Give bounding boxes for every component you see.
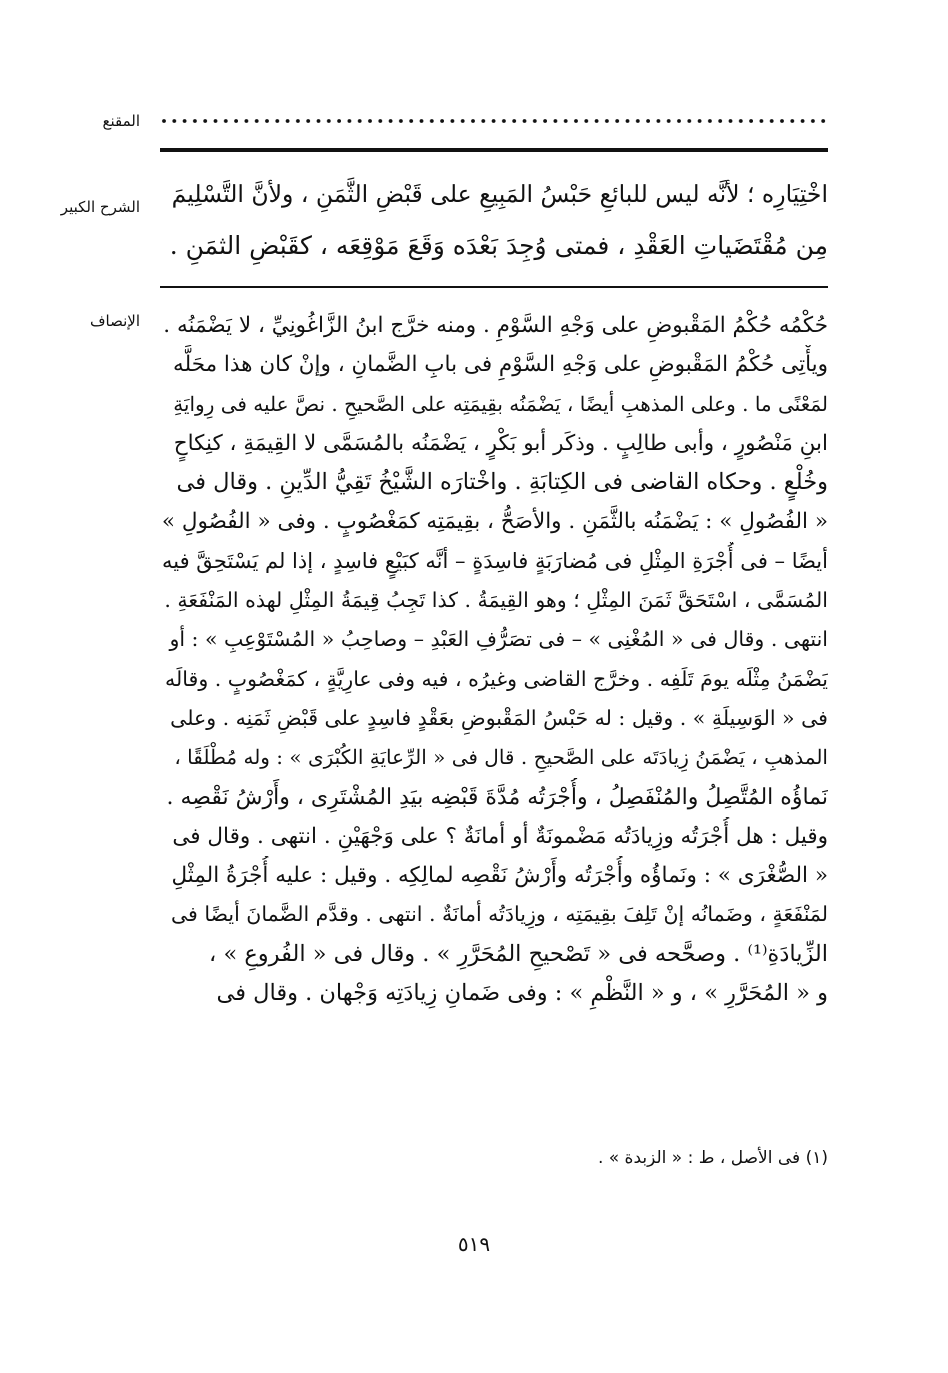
insaf-line: لمَنْفَعَةٍ ، وضَمانُه إنْ تَلِفَ بقِيمَتِه ، وزِيادَتُه أمانَةٌ . انتهى . وقدَّم الضَّمانَ أيضًا فى [170,902,828,927]
running-header-label: المقنع [102,112,140,130]
insaf-line: المُسَمَّى ، اسْتَحَقَّ ثَمَنَ المِثْلِ ؛ وهو القِيمَةُ . كذا تَجِبُ قِيمَةُ المِثْلِ لهذه المَنْفَعَةِ . [164,588,828,613]
insaf-line: حُكْمُه حُكْمُ المَقْبوضِ على وَجْهِ السَّوْمِ . ومنه خرَّج ابنُ الزَّاغُونِيِّ ، لا يَضْمَنُه . [163,313,828,338]
sharh-section-label: الشرح الكبير [60,198,140,216]
insaf-line: المذهبِ ، يَضْمَنُ زِيادَتَه على الصَّحيحِ . قال فى « الرِّعايَةِ الكُبْرَى » : وله مُطْلَقًا ، [174,745,828,770]
section-divider [160,286,828,288]
dotted-separator [160,116,828,126]
footnote: (١) فى الأصل ، ط : « الزبدة » . [597,1148,828,1168]
insaf-line: و « المُحَرَّرِ » ، و « النَّظْمِ » : وفى ضَمانِ زِيادَتِه وَجْهان . وقال فى [216,980,828,1007]
insaf-line: لمَعْنًى ما . وعلى المذهبِ أيضًا ، يَضْمَنُه بقِيمَتِه على الصَّحيحِ . نصَّ عليه فى رِوايَةِ [173,391,828,416]
insaf-section-label: الإنصاف [89,312,140,330]
page-number: ٥١٩ [457,1232,491,1256]
insaf-line: يَضْمَنُ مِثْلَه يومَ تَلَفِه . وخرَّج القاضى وغيرُه ، فيه وفى عارِيَّةٍ ، كمَغْصُوبٍ . وقالَه [165,666,828,691]
insaf-line: وخُلْعٍ . وحكاه القاضى فى الكِتابَةِ . واخْتارَه الشَّيْخُ تَقِيُّ الدِّينِ . وقال فى [176,469,828,496]
insaf-line: نَماؤُه المُتَّصِلُ والمُنْفَصِلُ ، وأُجْرَتُه مُدَّةَ قَبْضِه بيَدِ المُشْتَرِى ، وأَرْشُ نَقْصِه . [166,784,828,810]
insaf-line: انتهى . وقال فى « المُغْنِى » – فى تصَرُّفِ العَبْدِ – وصاحِبُ « المُسْتَوْعِبِ » : أو [169,627,828,652]
insaf-line: « الفُصُولِ » : يَضْمَنُه بالثَّمَنِ . والأصَحُّ ، بقِيمَتِه كمَغْصُوبٍ . وفى « الفُصُولِ » [161,509,828,535]
insaf-line: « الصُّغْرَى » : ونَماؤُه وأُجْرَتُه وأَرْشُ نَقْصِه لمالِكِه . وقيل : عليه أُجْرَةُ المِثْلِ [171,863,828,889]
insaf-line: ويأْتِى حُكْمُ المَقْبوضِ على وَجْهِ السَّوْمِ فى بابِ الضَّمانِ ، وإنْ كان هذا محَلَّه [173,352,828,378]
dotted-line-graphic [160,116,828,126]
sharh-line: مِن مُقْتَضَياتِ العَقْدِ ، فمتى وُجِدَ بَعْدَه وَقَعَ مَوْقِعَه ، كقَبْضِ الثمَنِ . [169,231,828,260]
insaf-line: وقيل : هل أُجْرَتُه وزِيادَتُه مَضْمونَةٌ أو أمانَةٌ ؟ على وَجْهَيْنِ . انتهى . وقال فى [172,823,828,849]
header-rule [160,148,828,152]
sharh-text [160,168,828,272]
insaf-line: فى « الوَسِيلَةِ » . وقيل : له حَبْسُ المَقْبوضِ بعَقْدٍ فاسِدٍ على قَبْضِ ثَمَنِه . وعلى [170,705,828,730]
insaf-line: الزِّيادَةِ⁽¹⁾ . وصحَّحه فى « تَصْحيحِ المُحَرَّرِ » . وقال فى « الفُروعِ » ، [209,940,828,967]
sharh-line: اخْتِيَارِه ؛ لأنَّه ليس للبائعِ حَبْسُ المَبِيعِ على قَبْضِ الثَّمَنِ ، ولأنَّ التَّسْلِيمَ [171,180,828,208]
insaf-text [160,306,828,1013]
insaf-line: أيضًا – فى أُجْرَةِ المِثْلِ فى مُضارَبَةٍ فاسِدَةٍ – أنَّه كبَيْعٍ فاسِدٍ ، إذا لم يَسْتَحِقَّ فيه [162,548,828,573]
insaf-line: ابنِ مَنْصُورٍ ، وأبى طالِبٍ . وذكَر أبو بَكْرٍ ، يَضْمَنُه بالمُسَمَّى لا القِيمَةِ ، كنِكاحٍ [173,430,828,456]
